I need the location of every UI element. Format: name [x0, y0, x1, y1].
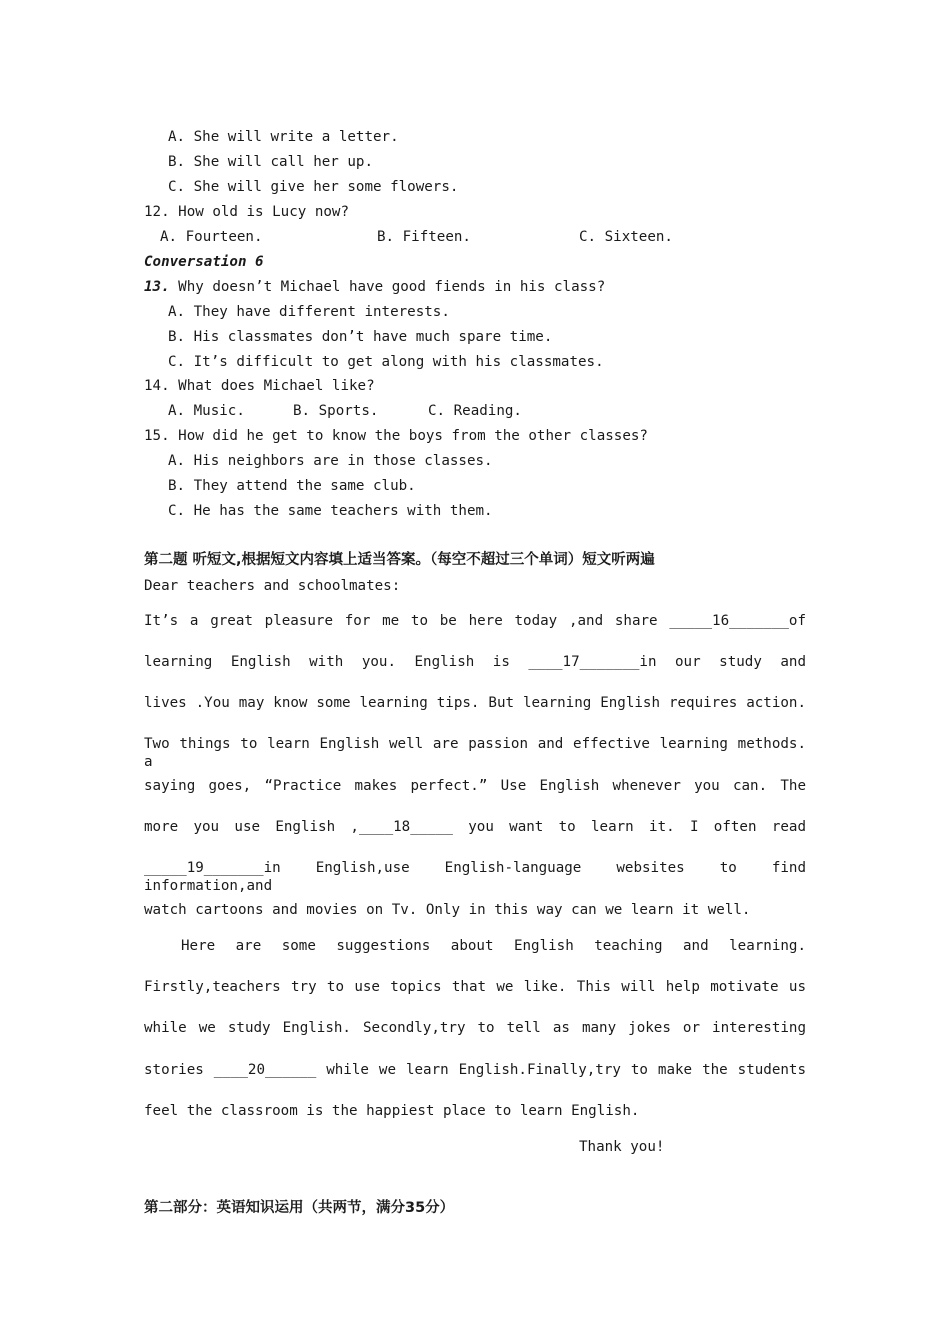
passage-line: lives .You may know some learning tips. But learning English requires action. — [144, 695, 806, 711]
passage-line: saying goes, “Practice makes perfect.” Use English whenever you can. The — [144, 778, 806, 794]
q11-option-c: C. She will give her some flowers. — [168, 179, 459, 195]
q12-option-a: A. Fourteen. — [160, 229, 263, 245]
q13-option-a: A. They have different interests. — [168, 304, 450, 320]
q12-option-c: C. Sixteen. — [579, 229, 673, 245]
passage-line: watch cartoons and movies on Tv. Only in this way can we learn it well. — [144, 902, 751, 918]
q13-option-b: B. His classmates don’t have much spare time. — [168, 329, 553, 345]
passage-line: _____19_______in English,use English-language websites to find information,and — [144, 860, 806, 894]
passage-line: stories ____20______ while we learn English.Finally,try to make the students — [144, 1062, 806, 1078]
q13-text: Why doesn’t Michael have good fiends in his class? — [169, 279, 606, 295]
conversation-heading: Conversation 6 — [144, 254, 264, 270]
q14-option-c: C. Reading. — [428, 403, 522, 419]
q12-option-b: B. Fifteen. — [377, 229, 471, 245]
q13-option-c: C. It’s difficult to get along with his classmates. — [168, 354, 604, 370]
passage-line: feel the classroom is the happiest place to learn English. — [144, 1103, 640, 1119]
passage-line: It’s a great pleasure for me to be here today ,and share _____16_______of — [144, 613, 806, 629]
passage-line: more you use English ,____18_____ you want to learn it. I often read — [144, 819, 806, 835]
passage-greeting: Dear teachers and schoolmates: — [144, 578, 401, 594]
passage-line: Here are some suggestions about English teaching and learning. — [181, 938, 806, 954]
q12-question: 12. How old is Lucy now? — [144, 204, 349, 220]
passage-line: while we study English. Secondly,try to tell as many jokes or interesting — [144, 1020, 806, 1036]
passage-line: learning English with you. English is ____17_______in our study and — [144, 654, 806, 670]
q15-option-b: B. They attend the same club. — [168, 478, 416, 494]
passage-closing: Thank you! — [579, 1139, 665, 1155]
section-heading: 第二题 听短文,根据短文内容填上适当答案。（每空不超过三个单词）短文听两遍 — [144, 552, 655, 568]
q15-question: 15. How did he get to know the boys from the other classes? — [144, 428, 648, 444]
q11-option-b: B. She will call her up. — [168, 154, 373, 170]
passage-line: Two things to learn English well are passion and effective learning methods. a — [144, 736, 806, 770]
passage-line: Firstly,teachers try to use topics that we like. This will help motivate us — [144, 979, 806, 995]
q13-question — [144, 278, 605, 296]
q13-number: 13. — [144, 279, 170, 295]
q15-option-a: A. His neighbors are in those classes. — [168, 453, 493, 469]
q15-option-c: C. He has the same teachers with them. — [168, 503, 493, 519]
part-heading: 第二部分：英语知识运用（共两节，满分35分） — [144, 1200, 455, 1216]
q14-question: 14. What does Michael like? — [144, 378, 375, 394]
q11-option-a: A. She will write a letter. — [168, 129, 399, 145]
q14-option-b: B. Sports. — [293, 403, 379, 419]
q14-option-a: A. Music. — [168, 403, 245, 419]
